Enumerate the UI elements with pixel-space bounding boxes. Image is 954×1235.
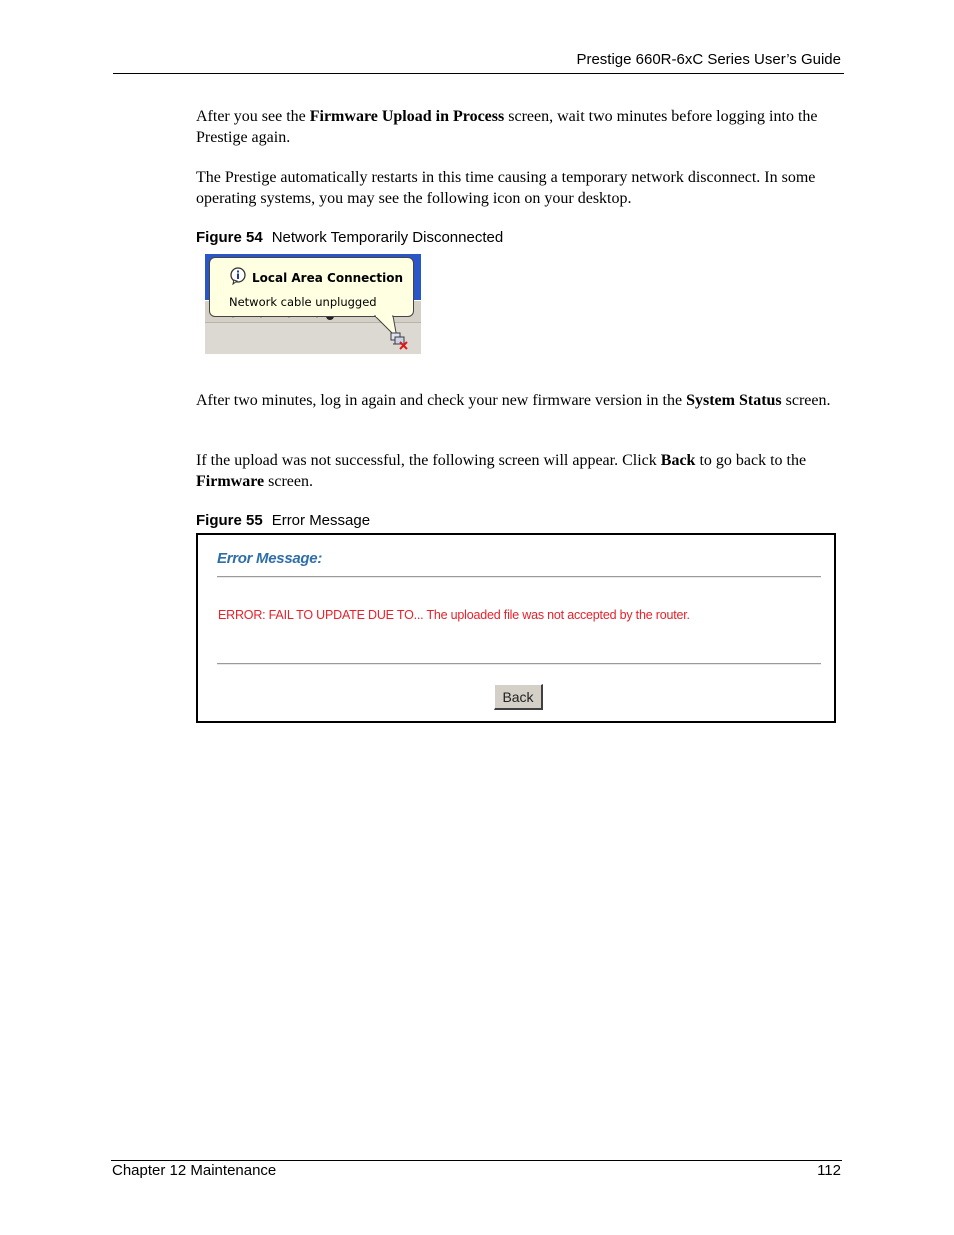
balloon-title: Local Area Connection [252, 271, 404, 285]
footer-chapter: Chapter 12 Maintenance [112, 1162, 277, 1179]
error-heading: Error Message: [217, 550, 323, 567]
balloon-text: Network cable unplugged [229, 295, 377, 309]
network-disconnected-figure [205, 254, 421, 354]
paragraph-firmware-upload: After you see the Firmware Upload in Process screen, wait two minutes before logging into the Prestige again. [196, 108, 818, 146]
figure-55-caption: Figure 55 Error Message [196, 512, 371, 529]
figure-54-caption: Figure 54 Network Temporarily Disconnected [196, 229, 504, 246]
paragraph-restart-notice: The Prestige automatically restarts in this time causing a temporary network disconnect. In some operating systems, you may see the following icon on your desktop. [196, 169, 816, 207]
divider [217, 663, 821, 665]
paragraph-upload-failed: If the upload was not successful, the following screen will appear. Click Back to go back to the Firmware screen. [196, 452, 807, 490]
footer-rule [111, 1160, 842, 1161]
running-header: Prestige 660R-6xC Series User’s Guide [576, 51, 841, 68]
back-button[interactable]: Back [494, 684, 543, 710]
page-number: 112 [817, 1162, 841, 1179]
header-rule [113, 73, 844, 74]
divider [217, 576, 821, 578]
error-message-figure [196, 533, 836, 723]
paragraph-check-version: After two minutes, log in again and check your new firmware version in the System Status screen. [196, 392, 831, 409]
error-text: ERROR: FAIL TO UPDATE DUE TO... The uploaded file was not accepted by the router. [218, 608, 690, 622]
network-disconnected-icon[interactable] [389, 330, 409, 350]
